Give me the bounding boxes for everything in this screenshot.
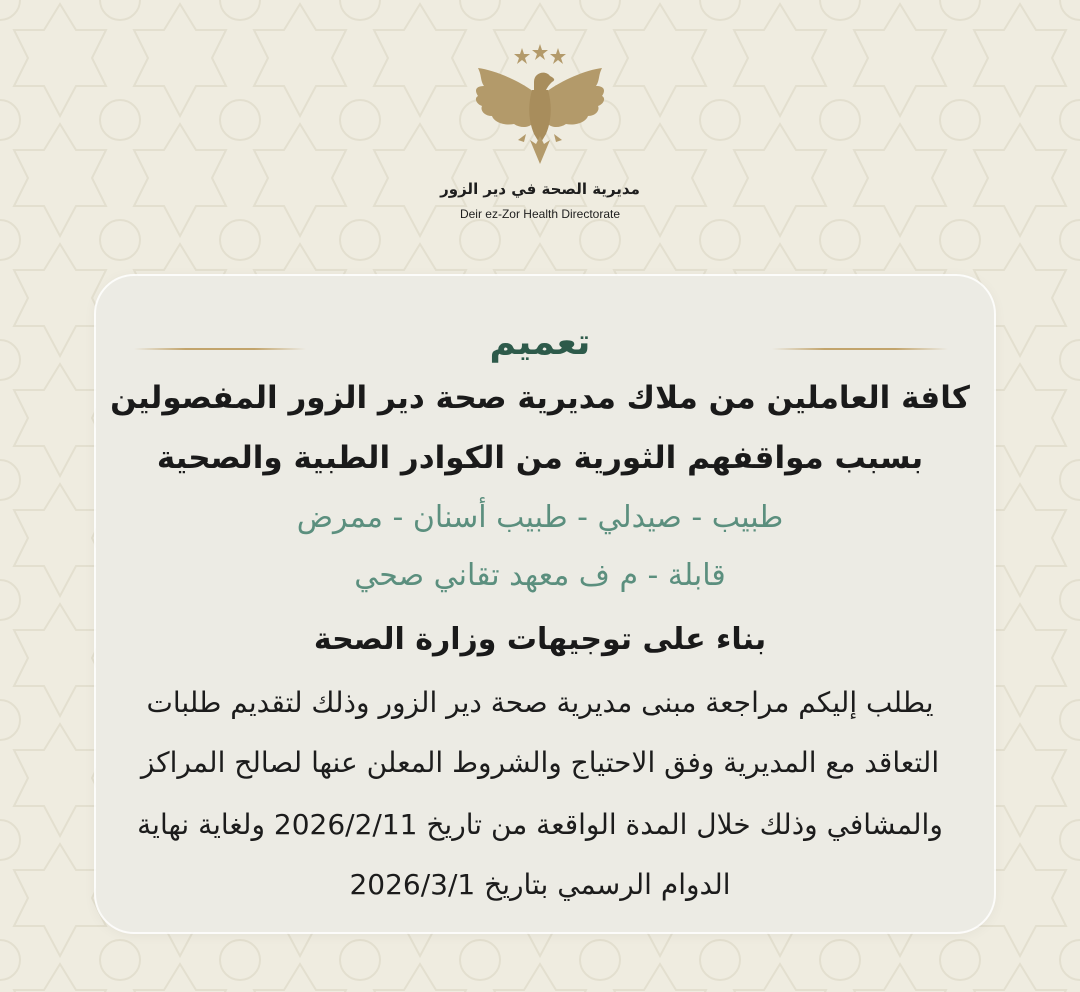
directorate-logo xyxy=(440,40,640,230)
star-icon xyxy=(550,48,566,64)
professions-line-2: قابلة - م ف معهد تقاني صحي xyxy=(354,558,726,593)
body-line-1: يطلب إليكم مراجعة مبنى مديرية صحة دير الزور وذلك لتقديم طلبات xyxy=(146,686,934,719)
body-line-2: التعاقد مع المديرية وفق الاحتياج والشروط المعلن عنها لصالح المراكز xyxy=(140,746,940,779)
star-icon xyxy=(514,48,530,64)
org-name-arabic: مديرية الصحة في دير الزور xyxy=(440,180,640,198)
notice-title: تعميم xyxy=(489,322,591,363)
directive-line: بناء على توجيهات وزارة الصحة xyxy=(313,622,767,657)
heading-line-1: كافة العاملين من ملاك مديرية صحة دير الزور المفصولين xyxy=(110,380,970,416)
eagle-emblem-icon xyxy=(460,40,620,170)
body-line-4: الدوام الرسمي بتاريخ 2026/3/1 xyxy=(349,868,731,901)
professions-line-1: طبيب - صيدلي - طبيب أسنان - ممرض xyxy=(296,500,784,535)
heading-line-2: بسبب مواقفهم الثورية من الكوادر الطبية والصحية xyxy=(156,440,924,476)
star-icon xyxy=(532,44,548,60)
body-line-3: والمشافي وذلك خلال المدة الواقعة من تاريخ 2026/2/11 ولغاية نهاية xyxy=(137,808,943,841)
org-name-english: Deir ez-Zor Health Directorate xyxy=(459,207,621,221)
